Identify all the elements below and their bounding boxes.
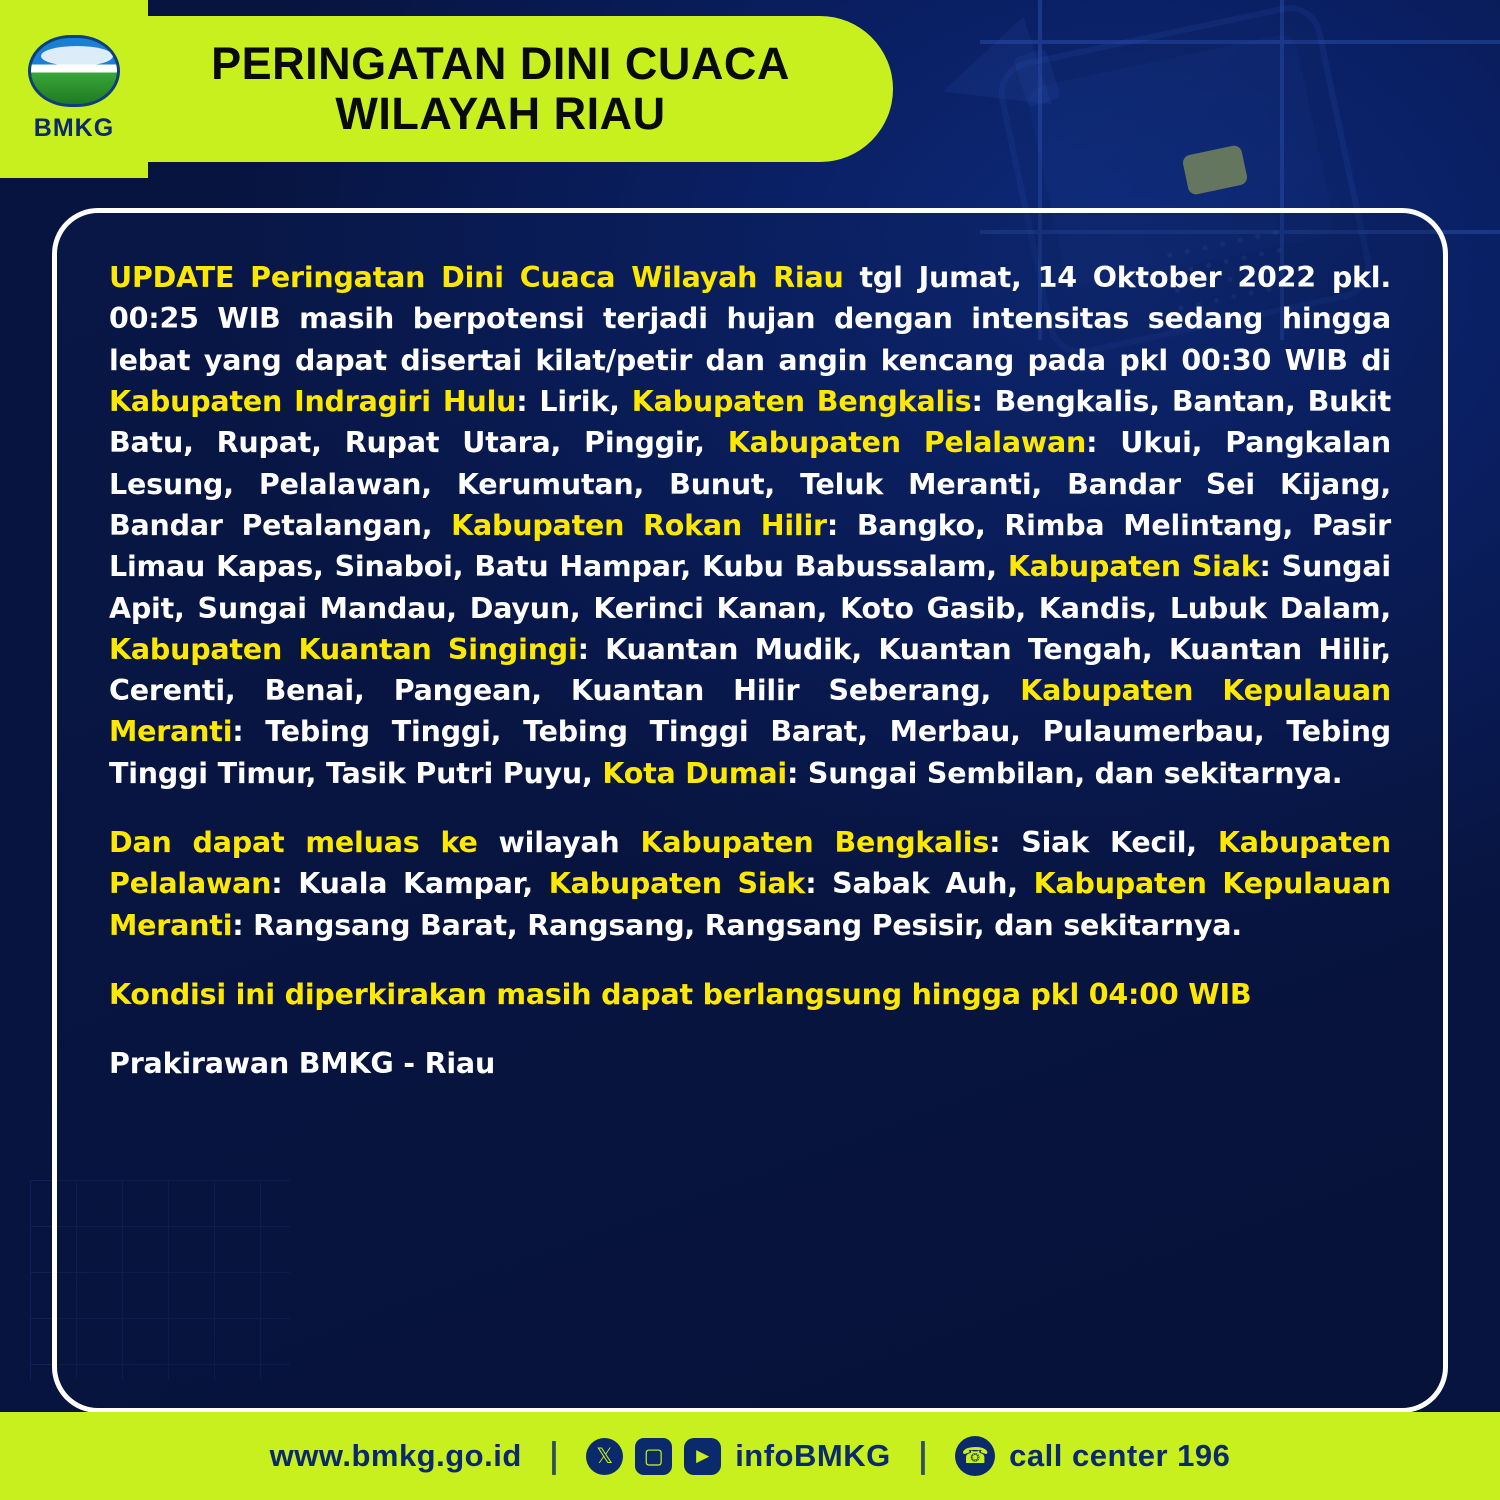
bmkg-logo-label: BMKG (33, 114, 115, 142)
p1-segment-11: Kabupaten Siak (1007, 550, 1260, 584)
bmkg-emblem-icon (28, 35, 120, 107)
p2-segment-8: : Sabak Auh, (805, 867, 1034, 901)
p2-segment-6: : Kuala Kampar, (271, 867, 549, 901)
social-group (586, 1438, 891, 1475)
page-title-line-2: WILAYAH RIAU (335, 88, 666, 139)
p1-segment-16: : Tebing Tinggi, Tebing Tinggi Barat, Merbau, Pulaumerbau, Tebing Tinggi Timur, Tasik Putri Puyu, (109, 715, 1391, 790)
social-handle[interactable]: infoBMKG (735, 1438, 891, 1473)
p1-segment-18: : Sungai Sembilan, dan sekitarnya. (786, 756, 1343, 790)
p2-segment-9: Kabupaten Kepulauan Meranti (109, 867, 1391, 942)
warning-duration-note: Kondisi ini diperkirakan masih dapat berlangsung hingga pkl 04:00 WIB (109, 978, 1252, 1011)
p2-segment-5: Kabupaten Pelalawan (109, 826, 1391, 901)
p1-segment-17: Kota Dumai (602, 756, 787, 790)
call-center-group (955, 1436, 1230, 1476)
p1-segment-1: UPDATE Peringatan Dini Cuaca Wilayah Riau (109, 261, 844, 294)
p1-segment-6: : Bengkalis, Bantan, Bukit Batu, Rupat, Rupat Utara, Pinggir, (109, 384, 1392, 460)
p1-segment-9: Kabupaten Rokan Hilir (451, 508, 827, 542)
bmkg-logo (0, 0, 148, 178)
warning-content-card (52, 208, 1448, 1413)
poster-header (0, 0, 1500, 178)
p2-segment-4: : Siak Kecil, (989, 826, 1218, 860)
p1-segment-8: : Ukui, Pangkalan Lesung, Pelalawan, Kerumutan, Bunut, Teluk Meranti, Bandar Sei Kijang, Bandar Petalangan, (109, 426, 1391, 542)
p1-segment-4: : Lirik, (516, 384, 632, 418)
twitter-icon[interactable]: 𝕏 (586, 1438, 623, 1475)
p1-segment-13: Kabupaten Kuantan Singingi (109, 632, 578, 666)
website-link[interactable]: www.bmkg.go.id (269, 1438, 522, 1473)
p1-segment-7: Kabupaten Pelalawan (727, 426, 1087, 460)
p2-segment-7: Kabupaten Siak (548, 867, 806, 901)
warning-body-text (109, 257, 1391, 1085)
poster-footer (0, 1412, 1500, 1500)
warning-paragraph-1 (109, 257, 1391, 794)
page-title (148, 16, 893, 162)
p1-segment-5: Kabupaten Bengkalis (631, 384, 972, 418)
p1-segment-15: Kabupaten Kepulauan Meranti (109, 674, 1391, 749)
p1-segment-3: Kabupaten Indragiri Hulu (109, 384, 517, 418)
youtube-icon[interactable]: ▶ (684, 1438, 721, 1475)
p2-segment-2: wilayah (477, 826, 641, 860)
warning-signature: Prakirawan BMKG - Riau (109, 1047, 496, 1081)
warning-paragraph-2 (109, 822, 1391, 946)
p1-segment-10: : Bangko, Rimba Melintang, Pasir Limau Kapas, Sinaboi, Batu Hampar, Kubu Babussalam, (109, 508, 1391, 584)
instagram-icon[interactable]: ▢ (635, 1438, 672, 1475)
p1-segment-12: : Sungai Apit, Sungai Mandau, Dayun, Kerinci Kanan, Koto Gasib, Kandis, Lubuk Dalam, (109, 550, 1391, 625)
p2-segment-3: Kabupaten Bengkalis (640, 826, 990, 860)
social-icons (586, 1438, 721, 1475)
p2-segment-10: : Rangsang Barat, Rangsang, Rangsang Pesisir, dan sekitarnya. (232, 908, 1242, 942)
phone-icon: ☎ (955, 1436, 995, 1476)
page-title-line-1: PERINGATAN DINI CUACA (211, 37, 790, 89)
p1-segment-2: tgl Jumat, 14 Oktober 2022 pkl. 00:25 WIB masih berpotensi terjadi hujan dengan intensitas sedang hingga lebat yang dapat disertai kilat/petir dan angin kencang pada pkl 00:30 WIB di (109, 261, 1391, 377)
footer-divider-2: | (916, 1436, 930, 1476)
p2-segment-1: Dan dapat meluas ke (109, 826, 478, 860)
footer-divider-1: | (547, 1436, 561, 1476)
p1-segment-14: : Kuantan Mudik, Kuantan Tengah, Kuantan Hilir, Cerenti, Benai, Pangean, Kuantan Hilir Seberang, (109, 632, 1391, 708)
call-center-label[interactable]: call center 196 (1009, 1438, 1231, 1473)
